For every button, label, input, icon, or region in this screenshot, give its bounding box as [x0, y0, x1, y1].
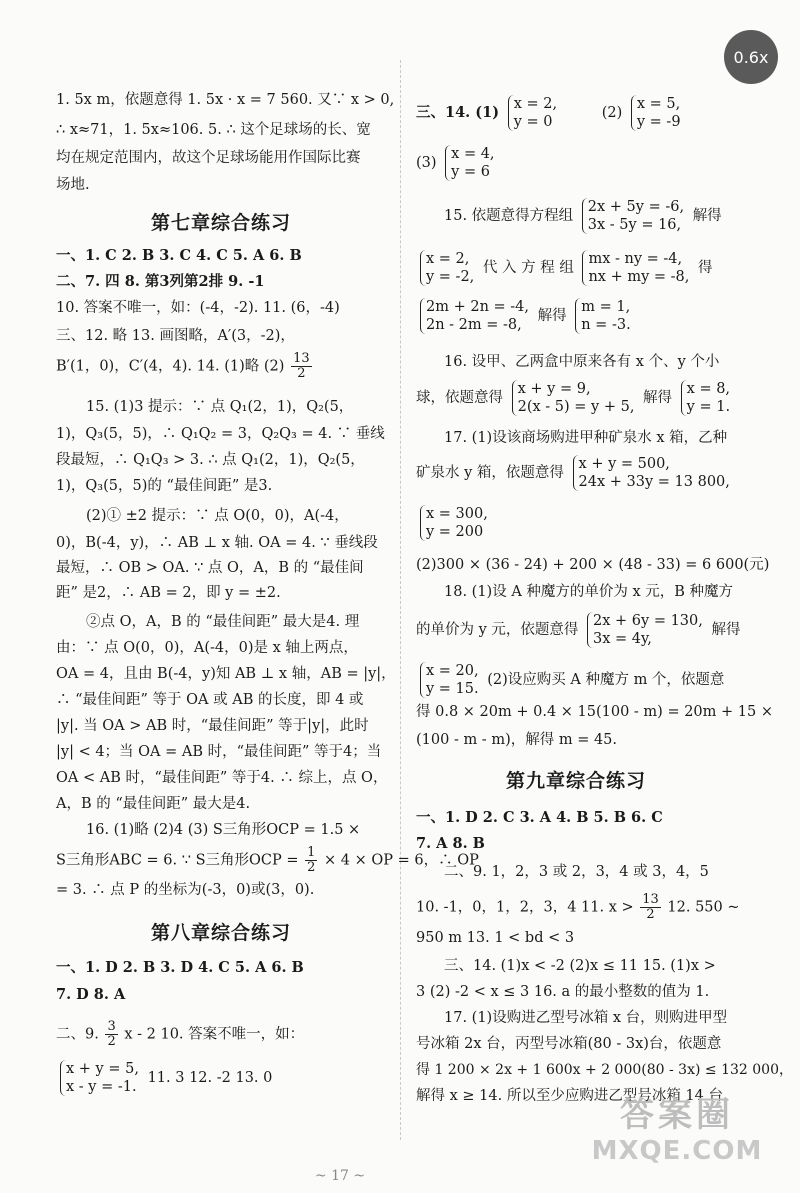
text-line: 距” 是2，∴ AB = 2，即 y = ±2.: [56, 585, 281, 601]
equation-system: [573, 455, 730, 491]
text-line: 0)，B(-4，y)，∴ AB ⊥ x 轴. OA = 4. ∵ 垂线段: [56, 535, 378, 551]
answer-line: 二、9. 1，2，3 或 2，3，4 或 3，4，5: [444, 864, 709, 880]
equation: 2n - 2m = -8,: [426, 317, 522, 333]
text: B′(1，0)，C′(4，4). 14. (1)略 (2): [56, 358, 285, 375]
equation: y = 200: [426, 524, 484, 540]
chapter8-title: 第八章综合练习: [151, 922, 292, 944]
equation-system: [631, 95, 681, 131]
answer-line: 一、1. D 2. B 3. D 4. C 5. A 6. B: [56, 959, 304, 976]
equation: y = 15.: [426, 681, 479, 697]
text-line: 均在规定范围内，故这个足球场能用作国际比赛: [56, 150, 361, 166]
watermark-text: 答案圈: [620, 1095, 734, 1135]
equation: y = 1.: [686, 399, 731, 415]
text-line: 1)，Q₃(5，5)，∴ Q₁Q₂ = 3，Q₂Q₃ = 4. ∵ 垂线: [56, 426, 385, 442]
equation: mx - ny = -4,: [588, 251, 683, 267]
text: 的单价为 y 元，依题意得: [416, 622, 579, 638]
equation: 3x = 4y,: [593, 631, 652, 647]
fraction: [291, 352, 312, 381]
denominator: 2: [107, 1034, 116, 1049]
equation: x + y = 5,: [66, 1061, 139, 1077]
equation-system: [575, 298, 630, 334]
text: 15. 依题意得方程组: [444, 208, 574, 224]
equation: x - y = -1.: [66, 1079, 137, 1095]
answer-line: [416, 455, 734, 491]
answer-line: 二、7. 四 8. 第3列第2排 9. -1: [56, 273, 265, 290]
answer-line: [416, 380, 734, 416]
text-line: 17. (1)设该商场购进甲种矿泉水 x 箱，乙种: [444, 430, 728, 446]
zoom-button[interactable]: 0.6x: [724, 30, 778, 84]
text: 解得: [643, 390, 673, 406]
text-line: 得 1 200 × 2x + 1 600x + 2 000(80 - 3x) ≤ 132 000，: [416, 1062, 793, 1078]
equation: x = 300,: [426, 506, 488, 522]
answer-line: [444, 198, 722, 234]
answer-line: 一、1. D 2. C 3. A 4. B 5. B 6. C: [416, 809, 663, 826]
text: 11. 3 12. -2 13. 0: [147, 1070, 273, 1086]
numerator: 1: [307, 845, 316, 860]
equation-system: [445, 145, 494, 181]
text-line: OA = 4，且由 B(-4，y)知 AB ⊥ x 轴，AB = |y|，: [56, 666, 396, 682]
equation: n = -3.: [581, 317, 631, 333]
equation-system: [420, 250, 474, 286]
text: S三角形ABC = 6. ∵ S三角形OCP =: [56, 852, 299, 869]
text-line: 17. (1)设购进乙型号冰箱 x 台，则购进甲型: [444, 1010, 728, 1026]
equation-system: [587, 612, 703, 648]
text: (2)设应购买 A 种魔方 m 个，依题意: [487, 672, 725, 688]
equation: y = 6: [451, 164, 490, 180]
watermark-logo: [572, 1093, 782, 1173]
text: 解得: [711, 622, 741, 638]
answer-line: 950 m 13. 1 < bd < 3: [416, 930, 575, 946]
equation: x = 5,: [636, 96, 681, 112]
page-number: ~ 17 ~: [314, 1168, 366, 1184]
text: 10. -1，0，1，2，3，4 11. x >: [416, 899, 634, 916]
text-line: OA < AB 时，“最佳间距” 等于4. ∴ 综上，点 O，: [56, 770, 388, 786]
answer-line: [416, 612, 740, 648]
text: 解得: [537, 308, 567, 324]
text-line: 1. 5x m，依题意得 1. 5x · x = 7 560. 又∵ x > 0,: [56, 92, 395, 108]
chapter7-title: 第七章综合练习: [151, 212, 292, 234]
column-divider: [400, 60, 401, 1140]
denominator: 2: [646, 907, 655, 922]
equation: x = 8,: [686, 381, 731, 397]
text-line: ∴ “最佳间距” 等于 OA 或 AB 的长度，即 4 或: [56, 692, 364, 708]
equation: 2x + 6y = 130,: [593, 613, 703, 629]
answer-line: [56, 1020, 304, 1049]
numerator: 13: [293, 351, 310, 366]
fraction: [305, 846, 317, 875]
text-line: (2)① ±2 提示：∵ 点 O(0，0)，A(-4，: [86, 508, 349, 524]
answer-line: 三、12. 略 13. 画图略，A′(3，-2)，: [56, 328, 295, 344]
numerator: 3: [107, 1019, 116, 1034]
equation-system: [60, 1060, 139, 1096]
equation: x = 4,: [451, 146, 495, 162]
equation: 24x + 33y = 13 800,: [578, 474, 730, 490]
text-line: 场地.: [56, 177, 90, 193]
text-line: 号冰箱 2x 台，丙型号冰箱(80 - 3x)台，依题意: [416, 1036, 722, 1052]
answer-line: 三、14. (1)x < -2 (2)x ≤ 11 15. (1)x >: [444, 958, 716, 974]
text: (2): [601, 105, 623, 121]
answer-line: 3 (2) -2 < x ≤ 3 16. a 的最小整数的值为 1.: [416, 984, 710, 1000]
text-line: |y|. 当 OA > AB 时，“最佳间距” 等于|y|，此时: [56, 718, 369, 734]
equation-system: [582, 198, 684, 234]
text: 球，依题意得: [416, 390, 503, 406]
text-line: (100 - m - m)，解得 m = 45.: [416, 732, 618, 748]
equation-system: [582, 250, 689, 286]
denominator: 2: [307, 860, 316, 875]
text-line: 由：∵ 点 O(0，0)，A(-4，0)是 x 轴上两点，: [56, 640, 358, 656]
text-line: 18. (1)设 A 种魔方的单价为 x 元，B 种魔方: [444, 584, 734, 600]
answer-line: [416, 662, 724, 698]
text-line: (2)300 × (36 - 24) + 200 × (48 - 33) = 6 600(元): [416, 557, 770, 573]
answer-line: [416, 505, 492, 541]
text: 矿泉水 y 箱，依题意得: [416, 465, 564, 481]
text-line: 解得 x ≥ 14. 所以至少应购进乙型号冰箱 14 台.: [416, 1088, 728, 1104]
answer-line: [416, 893, 740, 922]
answer-line: 7. D 8. A: [56, 986, 126, 1003]
text: 12. 550 ~: [667, 899, 740, 916]
text: 代 入 方 程 组: [482, 260, 574, 276]
text-line: |y| < 4；当 OA = AB 时，“最佳间距” 等于4；当: [56, 744, 382, 760]
text-line: 1)，Q₃(5，5)的 “最佳间距” 是3.: [56, 478, 273, 494]
text: 二、9.: [56, 1026, 99, 1043]
text-line: ∴ x≈71，1. 5x≈106. 5. ∴ 这个足球场的长、宽: [56, 122, 371, 138]
equation-system: [512, 380, 635, 416]
answer-line: 10. 答案不唯一，如：(-4，-2). 11. (6，-4): [56, 300, 340, 316]
equation: 2(x - 5) = y + 5,: [517, 399, 635, 415]
answer-line: [416, 250, 713, 286]
equation-system: [420, 662, 479, 698]
answer-line: [56, 1060, 272, 1096]
text: 得: [698, 260, 713, 276]
equation: y = -9: [636, 114, 681, 130]
text-line: 段最短，∴ Q₁Q₃ > 3. ∴ 点 Q₁(2，1)，Q₂(5，: [56, 452, 365, 468]
equation: 3x - 5y = 16,: [587, 217, 682, 233]
answer-line: 一、1. C 2. B 3. C 4. C 5. A 6. B: [56, 247, 302, 264]
answer-line: [416, 298, 635, 334]
equation: x + y = 500,: [578, 456, 670, 472]
denominator: 2: [297, 366, 306, 381]
text-line: A，B 的 “最佳间距” 最大是4.: [56, 796, 251, 812]
equation: x = 2,: [513, 96, 558, 112]
equation-system: [508, 95, 557, 131]
equation: x = 20,: [426, 663, 479, 679]
text: × 4 × OP = 6，∴ OP: [324, 852, 479, 869]
chapter9-title: 第九章综合练习: [506, 770, 647, 792]
text: (3): [416, 155, 437, 171]
equation-system: [420, 298, 529, 334]
text-line: 得 0.8 × 20m + 0.4 × 15(100 - m) = 20m + 15 ×: [416, 704, 773, 720]
text-line: ②点 O，A，B 的 “最佳间距” 最大是4. 理: [86, 614, 360, 630]
text-line: 15. (1)3 提示：∵ 点 Q₁(2，1)，Q₂(5，: [86, 399, 354, 415]
equation: x = 2,: [426, 251, 470, 267]
equation: y = -2,: [426, 269, 475, 285]
answer-line: [56, 352, 314, 381]
text-line: = 3. ∴ 点 P 的坐标为(-3，0)或(3，0).: [56, 882, 315, 898]
equation: m = 1,: [581, 299, 631, 315]
equation: 2x + 5y = -6,: [587, 199, 685, 215]
numerator: 13: [642, 892, 659, 907]
fraction: [640, 893, 661, 922]
equation: x + y = 9,: [517, 381, 591, 397]
fraction: [105, 1020, 117, 1049]
equation: y = 0: [513, 114, 553, 130]
text: x - 2 10. 答案不唯一，如：: [124, 1026, 305, 1043]
answer-line: [416, 95, 685, 131]
equation-system: [681, 380, 730, 416]
watermark-url: MXQE.COM: [591, 1136, 763, 1166]
answer-line: 7. A 8. B: [416, 835, 485, 852]
text: 三、14. (1): [416, 104, 500, 121]
text-line: 16. 设甲、乙两盒中原来各有 x 个、y 个小: [444, 354, 720, 370]
answer-line: [416, 145, 499, 181]
text: 解得: [692, 208, 722, 224]
text-line: 16. (1)略 (2)4 (3) S三角形OCP = 1.5 ×: [86, 822, 361, 838]
text-line: 最短，∴ OB > OA. ∵ 点 O，A，B 的 “最佳间: [56, 560, 364, 576]
equation: nx + my = -8,: [588, 269, 690, 285]
equation: 2m + 2n = -4,: [426, 299, 530, 315]
equation-system: [420, 505, 488, 541]
